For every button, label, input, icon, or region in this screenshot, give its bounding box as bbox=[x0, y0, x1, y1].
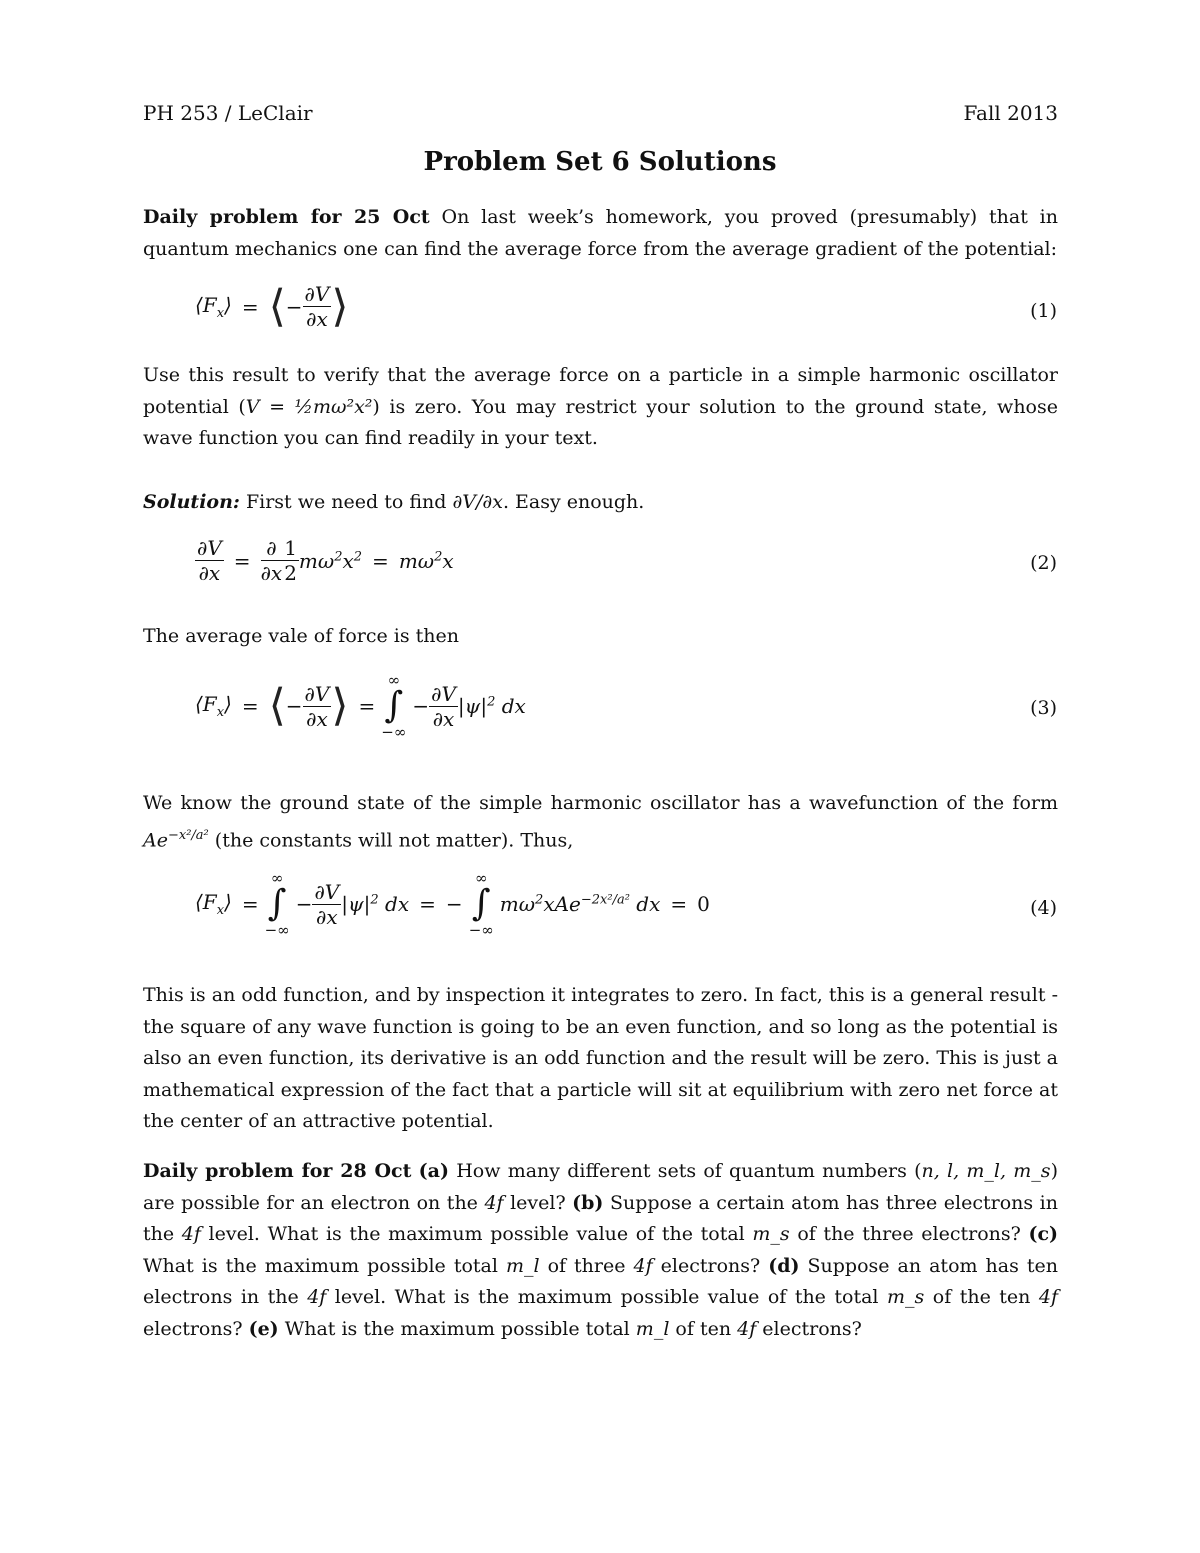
term-header: Fall 2013 bbox=[963, 101, 1058, 125]
part-c-text-2: of three bbox=[539, 1254, 634, 1277]
part-a-text-2: ) are possible for an electron on the bbox=[143, 1160, 1058, 1214]
part-d-label: (d) bbox=[768, 1254, 800, 1277]
problem-lead-28-oct: Daily problem for 28 Oct bbox=[143, 1160, 412, 1182]
part-c-text-3: electrons? bbox=[652, 1254, 769, 1277]
wavefunction-exponent: −x²/a² bbox=[167, 827, 209, 843]
equation-4: $⟨F_x⟩$ = ∞ ∫ −∞ − $\frac{\partial V}{\partial x}$ $|\psi|^2$ dx = − ∞ ∫ −∞ $m\omega^2xAe^{-2x^2/a^2}$ dx = 0 bbox=[195, 869, 710, 939]
part-a-quantum-numbers: n, l, m_l, m_s bbox=[921, 1160, 1051, 1182]
part-b-ms: m_s bbox=[752, 1223, 790, 1246]
part-e-level: 4f bbox=[737, 1317, 757, 1340]
equation-2-number: (2) bbox=[1030, 552, 1057, 574]
problem-text-25-oct: On last week’s homework, you proved (presumably) that in quantum mechanics one can find the average force from the average gradient of the potential: bbox=[143, 206, 1058, 260]
paragraph-daily-25-oct bbox=[143, 202, 1058, 265]
part-c-level: 4f bbox=[633, 1254, 653, 1277]
part-b-text-3: of the three electrons? bbox=[789, 1223, 1029, 1246]
equation-1-number: (1) bbox=[1030, 300, 1057, 322]
odd-function-text: This is an odd function, and by inspection it integrates to zero. In fact, this is a general result - the square of any wave function is going to be an even function, and so long as the potential is also an even function, its derivative is an odd function and the result will be zero. This is just a mathematical expression of the fact that a particle will sit at equilibrium with zero net force at the center of an attractive potential. bbox=[143, 984, 1058, 1133]
ground-state-text-b: (the constants will not matter). Thus, bbox=[208, 828, 574, 851]
part-c-label: (c) bbox=[1028, 1223, 1059, 1246]
paragraph-solution bbox=[143, 487, 1058, 519]
part-d-text-1: Suppose an atom has ten electrons in the bbox=[143, 1254, 1058, 1309]
part-d-text-2: level. What is the maximum possible value of the total bbox=[326, 1286, 887, 1309]
part-e-label: (e) bbox=[248, 1317, 279, 1340]
paragraph-sho bbox=[143, 360, 1058, 455]
paragraph-ground-state bbox=[143, 788, 1058, 857]
part-d-ms: m_s bbox=[887, 1286, 925, 1309]
paragraph-average-force bbox=[143, 621, 1058, 653]
page-title: Problem Set 6 Solutions bbox=[423, 147, 777, 177]
solution-label: Solution: bbox=[143, 491, 240, 513]
part-e-text-1: What is the maximum possible total bbox=[278, 1317, 636, 1340]
equation-4-number: (4) bbox=[1030, 897, 1057, 919]
part-e-text-2: of ten bbox=[669, 1317, 738, 1340]
part-a-text-1: How many different sets of quantum numbers ( bbox=[448, 1160, 922, 1182]
problem-lead-25-oct: Daily problem for 25 Oct bbox=[143, 206, 430, 228]
paragraph-odd-function bbox=[143, 980, 1058, 1138]
part-b-text-1: Suppose a certain atom has three electrons in the bbox=[143, 1191, 1058, 1246]
part-c-text-1: What is the maximum possible total bbox=[143, 1254, 506, 1277]
sho-text-b: ) is zero. You may restrict your solution to the ground state, whose wave function you can find readily in your text. bbox=[143, 395, 1058, 450]
part-b-label: (b) bbox=[572, 1191, 604, 1214]
equation-3-number: (3) bbox=[1030, 697, 1057, 719]
part-a-level: 4f bbox=[484, 1191, 504, 1214]
part-b-text-2: level. What is the maximum possible value of the total bbox=[200, 1223, 753, 1246]
sho-text-a: Use this result to verify that the average force on a particle in a simple harmonic oscillator potential ( bbox=[143, 364, 1058, 418]
solution-text-b: . Easy enough. bbox=[502, 491, 645, 513]
part-e-ml: m_l bbox=[635, 1317, 670, 1340]
part-e-text-3: electrons? bbox=[756, 1317, 862, 1340]
course-header: PH 253 / LeClair bbox=[143, 101, 313, 125]
part-d-level-2: 4f bbox=[1038, 1286, 1058, 1309]
part-b-level: 4f bbox=[181, 1223, 201, 1246]
wavefunction-math: Ae bbox=[143, 828, 168, 851]
part-a-text-3: level? bbox=[503, 1191, 573, 1214]
ground-state-text-a: We know the ground state of the simple harmonic oscillator has a wavefunction of the form bbox=[143, 792, 1058, 814]
part-a-label: (a) bbox=[418, 1160, 449, 1182]
equation-1: $⟨F_x⟩$ = ⟨ − $\frac{\partial V}{\partial x}$ ⟩ bbox=[195, 280, 349, 332]
equation-3: $⟨F_x⟩$ = ⟨ − $\frac{\partial V}{\partial x}$ ⟩ = ∞ ∫ −∞ − $\frac{\partial V}{\partial x}$ $|\psi|^2$ dx bbox=[195, 671, 526, 741]
part-d-level: 4f bbox=[307, 1286, 327, 1309]
paragraph-daily-28-oct bbox=[143, 1156, 1058, 1346]
solution-text-a: First we need to find bbox=[239, 491, 453, 513]
part-d-text-3: of the ten bbox=[924, 1286, 1039, 1309]
part-c-ml: m_l bbox=[505, 1254, 540, 1277]
part-d-text-4: electrons? bbox=[143, 1317, 249, 1340]
equation-2: $\frac{\partial V}{\partial x}$ = $\frac{\partial}{\partial x}$ $\frac{1}{2}$ $m\omega^2x^2$ = $m\omega^2x$ bbox=[197, 536, 454, 585]
sho-potential-math: V = ½mω²x² bbox=[245, 395, 373, 418]
average-force-text: The average vale of force is then bbox=[143, 625, 459, 647]
solution-math: ∂V/∂x bbox=[452, 491, 503, 513]
